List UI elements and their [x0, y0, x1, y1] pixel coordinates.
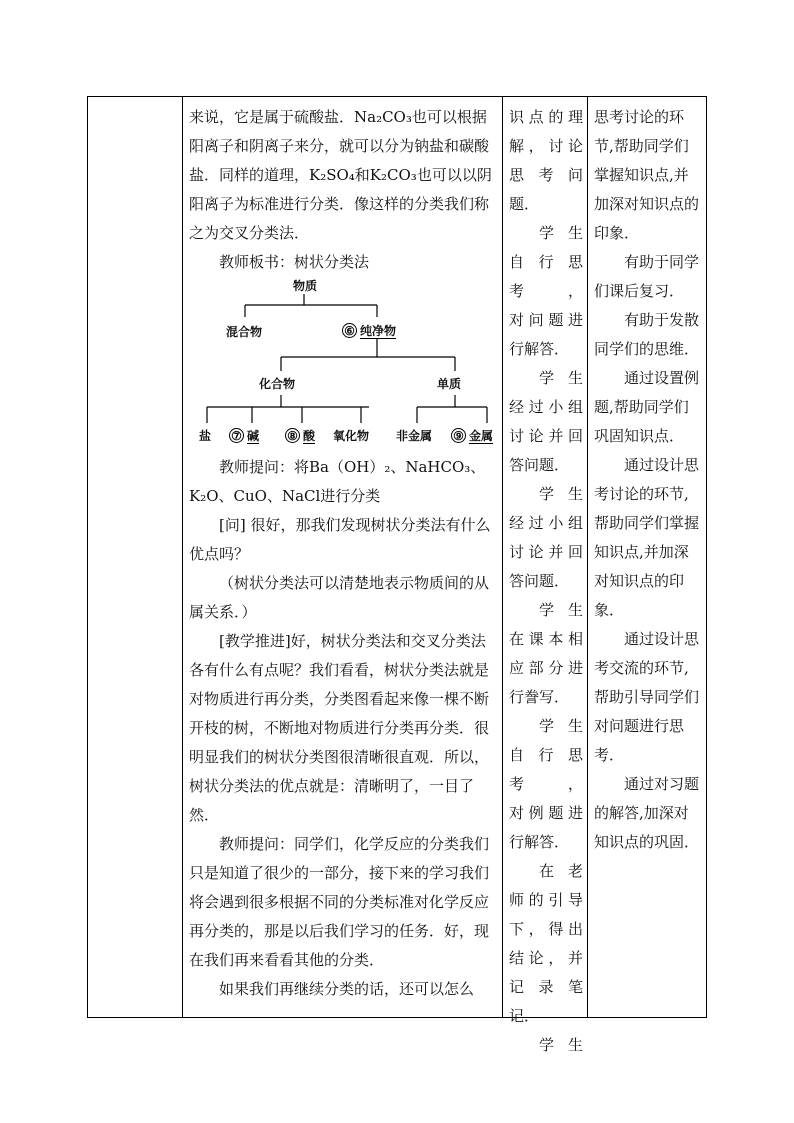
student-line: 行解答．	[509, 833, 570, 851]
student-line: 答问题．	[509, 572, 570, 590]
tree-label-acid: 酸	[303, 429, 316, 443]
intent-paragraph: 通过设置例题,帮助同学们巩固知识点．	[594, 369, 700, 445]
tree-label-pure: 纯净物	[360, 324, 397, 338]
blank-number-6: ⑥	[342, 323, 357, 338]
answer: （树状分类法可以清楚地表示物质间的从属关系．）	[189, 574, 490, 621]
board-note: 教师板书：树状分类法	[219, 253, 370, 271]
student-line: 识点的理	[509, 108, 583, 126]
student-line: 结论，并	[509, 949, 583, 967]
teaching-advance: [教学推进]好，树状分类法和交叉分类法各有什么有点呢？我们看看，树状分类法就是对物质进行再分类，分类图看起来像一棵不断开枝的树，不断地对物质进行分类再分类．很明显我们的树状分类图很清晰很直观．所以，树状分类法的优点就是：清晰明了，一目了然．	[189, 632, 490, 824]
student-line: 学生	[539, 369, 583, 387]
column-divider	[502, 97, 503, 1017]
tree-label-base: 碱	[247, 429, 260, 443]
tree-node-acid	[285, 428, 315, 443]
design-intent-column	[594, 103, 702, 857]
tree-node-salt: 盐	[199, 429, 212, 443]
blank-number-8: ⑧	[285, 428, 300, 443]
student-line: 题．	[509, 195, 540, 213]
student-line: 自行思考，	[509, 253, 583, 300]
student-line: 记．	[509, 1007, 540, 1025]
tree-node-oxide: 氧化物	[333, 429, 370, 443]
intent-paragraph: 有助于同学们课后复习．	[594, 253, 700, 300]
lesson-table	[87, 96, 707, 1054]
column-divider	[587, 97, 588, 1017]
question: [问] 很好，那我们发现树状分类法有什么优点吗？	[189, 516, 491, 563]
student-line: 学生	[539, 1036, 583, 1054]
student-line: 师的引导	[509, 891, 583, 909]
student-line: 自行思考，	[509, 746, 583, 793]
student-line: 学生	[539, 485, 583, 503]
blank-number-9: ⑨	[451, 428, 466, 443]
teacher-question-2: 教师提问：同学们，化学反应的分类我们只是知道了很少的一部分，接下来的学习我们将会遇到很多根据不同的分类标准对化学反应再分类的，那是以后我们学习的任务．好，现在我们再来看看其他的分类．	[189, 835, 490, 969]
student-line: 对例题进	[509, 804, 583, 822]
column-divider	[182, 97, 183, 1017]
tree-node-pure-substance	[342, 323, 396, 338]
student-activity-column	[509, 103, 583, 1060]
intent-paragraph: 通过对习题的解答,加深对知识点的巩固．	[594, 775, 700, 851]
continuation: 如果我们再继续分类的话，还可以怎么	[219, 980, 475, 998]
tree-lines	[189, 277, 498, 453]
student-line: 下，得出	[509, 920, 583, 938]
student-line: 学生	[539, 717, 583, 735]
intent-paragraph: 有助于发散同学们的思维．	[594, 311, 700, 358]
teacher-question: 教师提问：将Ba（OH）₂、NaHCO₃、K₂O、CuO、NaCl进行分类	[189, 458, 486, 505]
student-line: 答问题．	[509, 456, 570, 474]
student-line: 应部分进	[509, 659, 583, 677]
tree-node-nonmetal: 非金属	[396, 429, 433, 443]
intent-paragraph: 通过设计思考交流的环节,帮助引导同学们对问题进行思考．	[594, 630, 700, 764]
student-line: 讨论并回	[509, 427, 583, 445]
tree-label-metal: 金属	[469, 429, 494, 443]
tree-node-base	[229, 428, 259, 443]
student-line: 在老	[539, 862, 583, 880]
tree-node-metal	[451, 428, 493, 443]
student-line: 学生	[539, 601, 583, 619]
student-line: 经过小组	[509, 398, 583, 416]
student-line: 行解答．	[509, 340, 570, 358]
tree-node-element: 单质	[437, 377, 462, 391]
blank-number-7: ⑦	[229, 428, 244, 443]
student-line: 经过小组	[509, 514, 583, 532]
student-line: 对问题进	[509, 311, 583, 329]
teaching-process-column	[189, 103, 498, 1004]
tree-node-compound: 化合物	[259, 377, 296, 391]
student-line: 在课本相	[509, 630, 583, 648]
student-line: 讨论并回	[509, 543, 583, 561]
classification-tree	[189, 277, 498, 453]
student-line: 学生	[539, 224, 583, 242]
tree-node-matter: 物质	[293, 279, 318, 293]
intent-paragraph: 通过设计思考讨论的环节,帮助同学们掌握知识点,并加深对知识点的印象．	[594, 456, 700, 619]
student-line: 解，讨论	[509, 137, 583, 155]
intent-paragraph: 思考讨论的环节,帮助同学们掌握知识点,并加深对知识点的印象．	[594, 108, 700, 242]
tree-node-mixture: 混合物	[226, 325, 263, 339]
student-line: 记录笔	[509, 978, 583, 996]
student-line: 思考问	[509, 166, 583, 184]
paragraph-cross-classification: 来说，它是属于硫酸盐．Na₂CO₃也可以根据阳离子和阴离子来分，就可以分为钠盐和碳酸盐．同样的道理，K₂SO₄和K₂CO₃也可以以阴阳离子为标准进行分类．像这样的分类我们称之为交叉分类法．	[189, 108, 492, 242]
student-line: 行誊写．	[509, 688, 570, 706]
